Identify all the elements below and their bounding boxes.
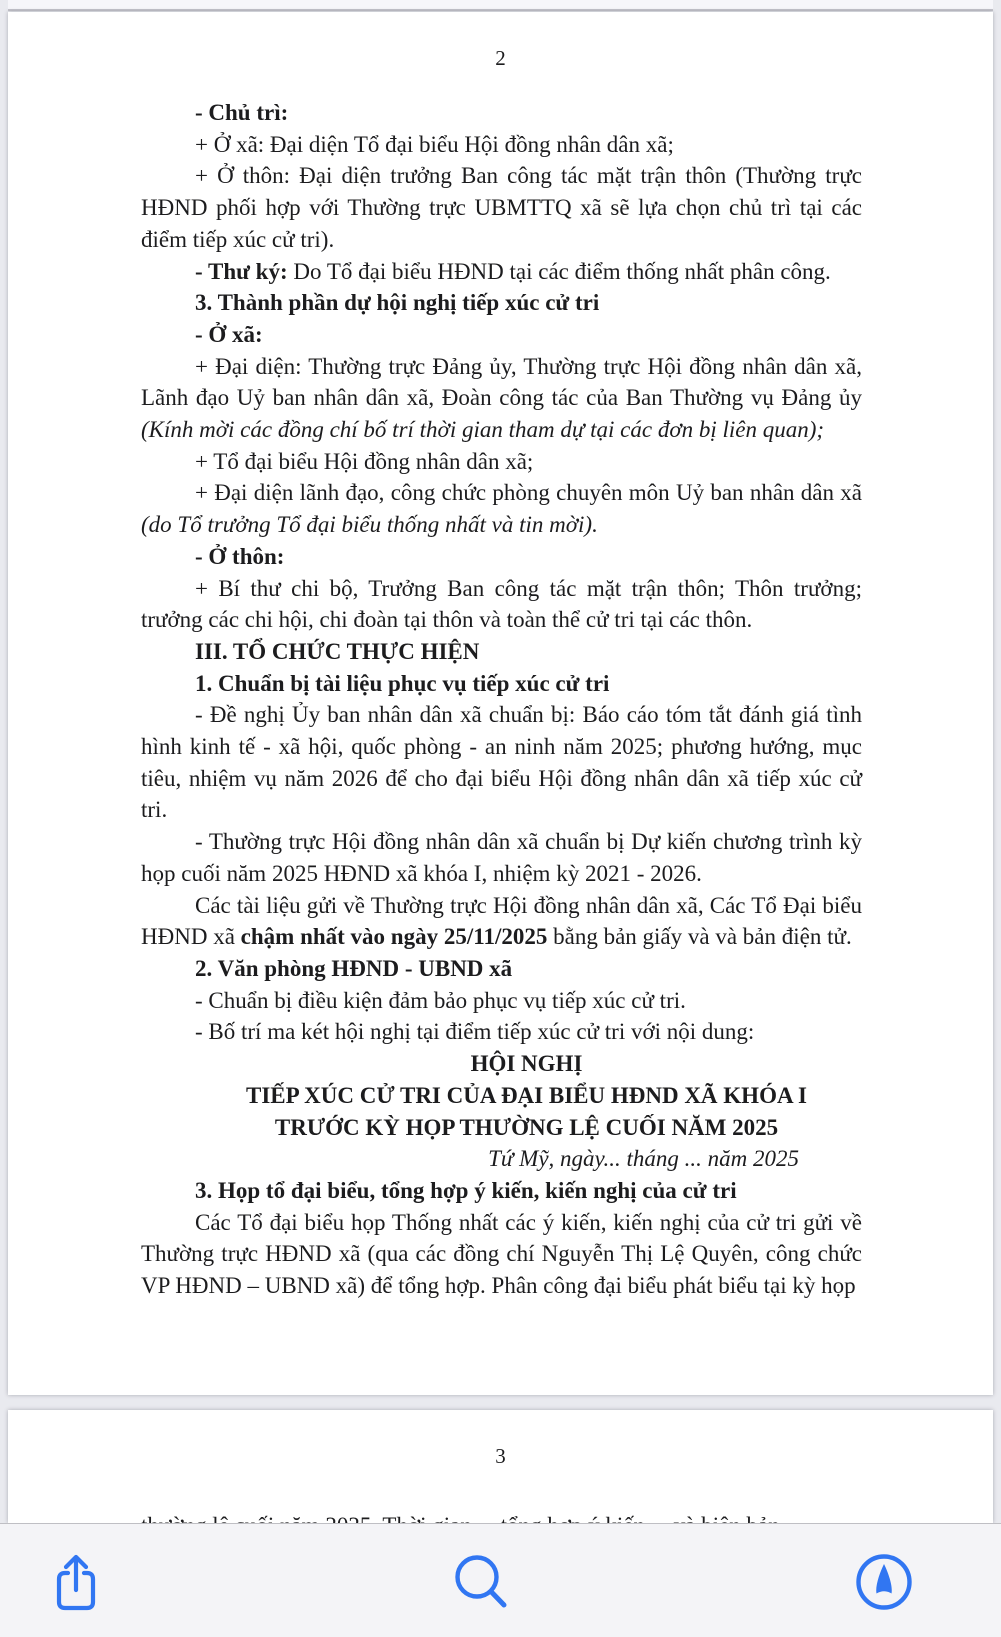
doc-text: Do Tổ đại biểu HĐND tại các điểm thống nhất phân công. [287,258,831,284]
share-button[interactable] [45,1550,107,1614]
doc-text-italic: (do Tổ trưởng Tổ đại biểu thống nhất và tin mời). [141,512,598,538]
doc-paragraph: + Bí thư chi bộ, Trưởng Ban công tác mặt trận thôn; Thôn trưởng; trưởng các chi hội, chi đoàn tại thôn và toàn thể cử tri tại các thôn. [141,575,862,633]
page-1-bottom-edge [8,0,993,11]
doc-text-italic: (Kính mời các đồng chí bố trí thời gian tham dự tại các đơn bị liên quan); [141,417,825,443]
doc-paragraph: - Chuẩn bị điều kiện đảm bảo phục vụ tiếp xúc cử tri. [195,987,686,1013]
doc-paragraph: - Thường trực Hội đồng nhân dân xã chuẩn bị Dự kiến chương trình kỳ họp cuối năm 2025 HĐND xã khóa I, nhiệm kỳ 2021 - 2026. [141,829,862,886]
banner-title-1: HỘI NGHỊ [470,1051,583,1077]
doc-paragraph [141,477,862,540]
label-chu-tri: - Chủ trì: [195,100,289,125]
doc-text: + Đại diện: Thường trực Đảng ủy, Thường trực Hội đồng nhân dân xã, Lãnh đạo Uỷ ban nhân dân xã, Đoàn công tác của Ban Thường vụ Đảng ủy [141,353,862,411]
doc-text: Các tài liệu gửi về Thường trực Hội đồng nhân dân xã, Các Tổ Đại biểu HĐND xã [141,892,862,950]
banner-title-2: TIẾP XÚC CỬ TRI CỦA ĐẠI BIỂU HĐND XÃ KHÓA I [245,1082,808,1108]
doc-paragraph [141,890,862,953]
search-button[interactable] [450,1550,512,1614]
markup-button[interactable] [853,1550,915,1614]
label-o-thon: - Ở thôn: [195,543,285,569]
page-3 [8,1410,993,1523]
doc-text: bằng bản giấy và và bản điện tử. [547,924,852,950]
doc-paragraph [141,351,862,446]
page-number: 2 [495,46,506,70]
heading-van-phong: 2. Văn phòng HĐND - UBND xã [195,955,513,981]
doc-paragraph: - Bố trí ma két hội nghị tại điểm tiếp xúc cử tri với nội dung: [195,1019,755,1045]
page-2 [8,12,993,1395]
heading-chuan-bi: 1. Chuẩn bị tài liệu phục vụ tiếp xúc cử tri [195,670,610,696]
doc-text: + Đại diện lãnh đạo, công chức phòng chuyên môn Uỷ ban nhân dân xã [195,480,862,506]
doc-paragraph [141,256,862,288]
place-date-line: Tứ Mỹ, ngày... tháng ... năm 2025 [488,1146,799,1172]
page-2-content [141,97,862,1302]
heading-to-chuc: III. TỔ CHỨC THỰC HIỆN [195,638,480,664]
search-icon [452,1553,510,1611]
heading-hop-to: 3. Họp tổ đại biểu, tổng hợp ý kiến, kiến nghị của cử tri [195,1177,737,1203]
bottom-toolbar [0,1523,1001,1637]
label-o-xa: - Ở xã: [195,321,263,347]
doc-paragraph: Các Tổ đại biểu họp Thống nhất các ý kiến, kiến nghị của cử tri gửi về Thường trực HĐND xã (qua các đồng chí Nguyễn Thị Lệ Quyên, công chức VP HĐND – UBND xã) để tổng hợp. Phân công đại biểu phát biểu tại kỳ họp [141,1209,862,1299]
page-number: 3 [495,1444,506,1468]
banner-title-3: TRƯỚC KỲ HỌP THƯỜNG LỆ CUỐI NĂM 2025 [274,1114,779,1140]
doc-paragraph: - Đề nghị Ủy ban nhân dân xã chuẩn bị: Báo cáo tóm tắt đánh giá tình hình kinh tế - xã hội, quốc phòng - an ninh năm 2025; phương hướng, mục tiêu, nhiệm vụ năm 2026 để cho đại biểu Hội đồng nhân dân xã tiếp xúc cử tri. [141,702,862,823]
doc-paragraph: + Tổ đại biểu Hội đồng nhân dân xã; [195,448,534,474]
label-thu-ky: - Thư ký: [195,258,288,284]
deadline-date: chậm nhất vào ngày 25/11/2025 [240,924,548,950]
doc-paragraph: + Ở xã: Đại diện Tổ đại biểu Hội đồng nhân dân xã; [195,131,674,157]
heading-thanh-phan: 3. Thành phần dự hội nghị tiếp xúc cử tri [195,290,600,316]
doc-paragraph: + Ở thôn: Đại diện trưởng Ban công tác mặt trận thôn (Thường trực HĐND phối hợp với Thường trực UBMTTQ xã sẽ lựa chọn chủ trì tại các điểm tiếp xúc cử tri). [141,163,862,252]
markup-pen-icon [855,1553,913,1611]
share-icon [51,1552,101,1612]
